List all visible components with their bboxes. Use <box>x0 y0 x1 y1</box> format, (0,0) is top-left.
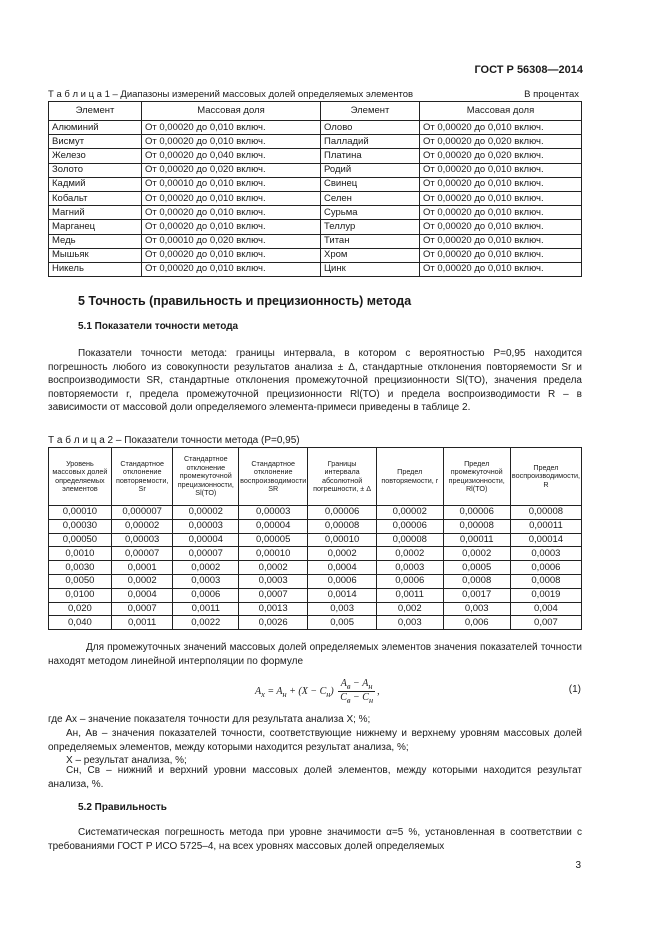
table2-header-cell: Предел повторяемости, r <box>376 448 443 506</box>
table2-cell: 0,00002 <box>376 506 443 520</box>
table2-row <box>49 519 582 533</box>
table2-cell: 0,0007 <box>111 602 173 616</box>
table2-cell: 0,0008 <box>443 574 510 588</box>
table1-row <box>49 121 582 135</box>
table1-cell: Медь <box>49 234 142 248</box>
table2-cell: 0,0002 <box>111 574 173 588</box>
table1-cell: От 0,00020 до 0,010 включ. <box>142 121 321 135</box>
table2-row <box>49 533 582 547</box>
table2-cell: 0,005 <box>308 616 377 630</box>
table2-cell: 0,0022 <box>173 616 239 630</box>
table2-cell: 0,0004 <box>111 588 173 602</box>
table2-caption: Т а б л и ц а 2 – Показатели точности метода (P=0,95) <box>48 435 300 446</box>
table2-cell: 0,0005 <box>443 561 510 575</box>
where-line-1: где Ax – значение показателя точности для результата анализа X; %; <box>48 714 371 725</box>
table1-cell: Свинец <box>321 177 420 191</box>
table1-cell: Титан <box>321 234 420 248</box>
table1-cell: От 0,00020 до 0,010 включ. <box>420 121 582 135</box>
table2-cell: 0,00030 <box>49 519 112 533</box>
table2-cell: 0,003 <box>376 616 443 630</box>
table1-row <box>49 191 582 205</box>
table2-cell: 0,0014 <box>308 588 377 602</box>
table1-cell: От 0,00020 до 0,010 включ. <box>420 163 582 177</box>
table2-cell: 0,0006 <box>510 561 581 575</box>
table1-cell: От 0,00020 до 0,010 включ. <box>420 262 582 276</box>
table2-cell: 0,000007 <box>111 506 173 520</box>
table2-cell: 0,00007 <box>173 547 239 561</box>
formula-fraction: $\frac{A_в - A_н}{C_в - C_н}$ <box>340 678 374 705</box>
table1-cell: От 0,00020 до 0,010 включ. <box>420 177 582 191</box>
standard-number: ГОСТ Р 56308—2014 <box>474 64 583 76</box>
table2-cell: 0,0013 <box>239 602 308 616</box>
table1-cell: Магний <box>49 206 142 220</box>
table1-cell: Висмут <box>49 135 142 149</box>
table2-cell: 0,00008 <box>308 519 377 533</box>
table2-cell: 0,003 <box>443 602 510 616</box>
table1-cell: Хром <box>321 248 420 262</box>
table1-row <box>49 135 582 149</box>
table2-cell: 0,00014 <box>510 533 581 547</box>
table1-cell: Олово <box>321 121 420 135</box>
table1-cell: От 0,00020 до 0,010 включ. <box>420 220 582 234</box>
table2-header-cell: Предел промежуточной прецизионности, Rl(TO) <box>443 448 510 506</box>
table1-cell: Кобальт <box>49 191 142 205</box>
table2-cell: 0,0006 <box>308 574 377 588</box>
table2-cell: 0,00007 <box>111 547 173 561</box>
table2-cell: 0,00003 <box>173 519 239 533</box>
table2-header-row <box>49 448 582 506</box>
table1-header-row <box>49 102 582 121</box>
table1-cell: От 0,00020 до 0,010 включ. <box>142 206 321 220</box>
table1-cell: От 0,00020 до 0,020 включ. <box>420 149 582 163</box>
where-line-3: X – результат анализа, %; <box>66 755 187 766</box>
table2-row <box>49 574 582 588</box>
table1-cell: От 0,00020 до 0,020 включ. <box>420 135 582 149</box>
table1-cell: Цинк <box>321 262 420 276</box>
table2-cell: 0,020 <box>49 602 112 616</box>
table1-cell: Теллур <box>321 220 420 234</box>
table2-cell: 0,00005 <box>239 533 308 547</box>
section5-title: 5 Точность (правильность и прецизионность) метода <box>78 294 412 308</box>
table2-cell: 0,0002 <box>443 547 510 561</box>
table2-cell: 0,0002 <box>173 561 239 575</box>
table2-cell: 0,0006 <box>173 588 239 602</box>
table2-cell: 0,00010 <box>49 506 112 520</box>
table2-cell: 0,0003 <box>173 574 239 588</box>
table2-cell: 0,00006 <box>376 519 443 533</box>
table2-cell: 0,00010 <box>239 547 308 561</box>
table1-header-cell: Массовая доля <box>420 102 582 121</box>
table1-cell: От 0,00020 до 0,010 включ. <box>142 262 321 276</box>
table2-header-cell: Уровень массовых долей определяемых элементов <box>49 448 112 506</box>
table1-cell: От 0,00020 до 0,010 включ. <box>420 234 582 248</box>
table2-cell: 0,00003 <box>239 506 308 520</box>
table1-row <box>49 234 582 248</box>
table1-header-cell: Элемент <box>321 102 420 121</box>
table2-cell: 0,0030 <box>49 561 112 575</box>
table1-cell: От 0,00020 до 0,010 включ. <box>142 191 321 205</box>
table2-cell: 0,0010 <box>49 547 112 561</box>
interpolation-formula: $A_x = A_н + (X - C_н)$ $\frac{A_в - A_н}{C_в - C_н}$ , <box>255 678 380 705</box>
section51-paragraph: Показатели точности метода: границы интервала, в котором с вероятностью P=0,95 находится погрешность любого из совокупности результатов анализа ± Δ, стандартные отклонения повторяемости Sr и воспроизводимости SR, стандартные отклонения промежуточной прецизионности Sl(TO), значения предела повторяемости r, предела промежуточной прецизионности Rl(TO) и предела воспроизводимости R – в зависимости от массовой доли определяемого элемента-примеси приведены в таблице 2. <box>48 348 582 414</box>
table1-cell: Платина <box>321 149 420 163</box>
table2-cell: 0,00050 <box>49 533 112 547</box>
table2-cell: 0,0001 <box>111 561 173 575</box>
table1-cell: Мышьяк <box>49 248 142 262</box>
table2-cell: 0,0004 <box>308 561 377 575</box>
table2-cell: 0,0002 <box>239 561 308 575</box>
table2-cell: 0,0011 <box>173 602 239 616</box>
table2-cell: 0,007 <box>510 616 581 630</box>
table2-header-cell: Стандартное отклонение повторяемости, Sr <box>111 448 173 506</box>
table2-cell: 0,0007 <box>239 588 308 602</box>
table1-row <box>49 177 582 191</box>
table1-cell: От 0,00020 до 0,040 включ. <box>142 149 321 163</box>
table1-cell: Марганец <box>49 220 142 234</box>
table2-row <box>49 506 582 520</box>
table2-cell: 0,00003 <box>111 533 173 547</box>
table2-cell: 0,004 <box>510 602 581 616</box>
table2-header-cell: Стандартное отклонение промежуточной прецизионности, Sl(TO) <box>173 448 239 506</box>
section52-title: 5.2 Правильность <box>78 802 167 813</box>
table1-cell: От 0,00020 до 0,010 включ. <box>142 135 321 149</box>
table2-header-cell: Границы интервала абсолютной погрешности, ± Δ <box>308 448 377 506</box>
where-line-4: Cн, Cв – нижний и верхний уровни массовых долей элементов, между которыми находится результат анализа, %. <box>48 765 582 790</box>
table2-row <box>49 588 582 602</box>
table1-cell: От 0,00010 до 0,010 включ. <box>142 177 321 191</box>
table2-cell: 0,0100 <box>49 588 112 602</box>
table2-cell: 0,00004 <box>173 533 239 547</box>
page-number: 3 <box>575 860 581 871</box>
table1-row <box>49 248 582 262</box>
table1-cell: От 0,00020 до 0,010 включ. <box>420 191 582 205</box>
table1-cell: От 0,00010 до 0,020 включ. <box>142 234 321 248</box>
table2-cell: 0,0003 <box>510 547 581 561</box>
table2-cell: 0,0019 <box>510 588 581 602</box>
section52-paragraph: Систематическая погрешность метода при уровне значимости α=5 %, установленная в соответствии с требованиями ГОСТ Р ИСО 5725–4, на всех уровнях массовых долей определяемых <box>48 827 582 852</box>
table2-cell: 0,0006 <box>376 574 443 588</box>
table2-cell: 0,0050 <box>49 574 112 588</box>
table1-row <box>49 163 582 177</box>
table2-cell: 0,0002 <box>376 547 443 561</box>
table1-cell: От 0,00020 до 0,010 включ. <box>420 206 582 220</box>
where-line-2: Aн, Aв – значения показателей точности, соответствующие нижнему и верхнему уровням массовых долей определяемых элементов, между которыми находится результат анализа, %; <box>48 728 582 753</box>
table2-row <box>49 547 582 561</box>
table1-cell: От 0,00020 до 0,010 включ. <box>142 220 321 234</box>
table1 <box>48 101 582 277</box>
table1-header-cell: Элемент <box>49 102 142 121</box>
table1-cell: Селен <box>321 191 420 205</box>
table1-cell: От 0,00020 до 0,010 включ. <box>142 248 321 262</box>
table1-cell: Палладий <box>321 135 420 149</box>
table1-row <box>49 262 582 276</box>
table2-header-cell: Стандартное отклонение воспроизводимости SR <box>239 448 308 506</box>
table2-cell: 0,0017 <box>443 588 510 602</box>
table1-unit: В процентах <box>524 89 579 100</box>
table2-cell: 0,00008 <box>376 533 443 547</box>
table1-cell: Родий <box>321 163 420 177</box>
table2-row <box>49 616 582 630</box>
table1-cell: Кадмий <box>49 177 142 191</box>
table1-cell: Алюминий <box>49 121 142 135</box>
table1-cell: Никель <box>49 262 142 276</box>
table1-row <box>49 206 582 220</box>
table2-cell: 0,0003 <box>239 574 308 588</box>
table1-caption: Т а б л и ц а 1 – Диапазоны измерений массовых долей определяемых элементов <box>48 89 414 100</box>
table2-cell: 0,00010 <box>308 533 377 547</box>
formula-number: (1) <box>568 684 581 695</box>
section51-title: 5.1 Показатели точности метода <box>78 321 239 332</box>
table1-cell: От 0,00020 до 0,020 включ. <box>142 163 321 177</box>
table2-cell: 0,0008 <box>510 574 581 588</box>
table1-row <box>49 149 582 163</box>
table2-cell: 0,00002 <box>173 506 239 520</box>
table2-cell: 0,040 <box>49 616 112 630</box>
table2-header-cell: Предел воспроизводимости, R <box>510 448 581 506</box>
table2-cell: 0,003 <box>308 602 377 616</box>
table2-cell: 0,0002 <box>308 547 377 561</box>
table2-cell: 0,00008 <box>510 506 581 520</box>
table2-cell: 0,00006 <box>443 506 510 520</box>
table2-cell: 0,0011 <box>111 616 173 630</box>
table1-cell: Сурьма <box>321 206 420 220</box>
table2-cell: 0,00011 <box>443 533 510 547</box>
table1-cell: Золото <box>49 163 142 177</box>
table1-row <box>49 220 582 234</box>
table2-cell: 0,002 <box>376 602 443 616</box>
table2-row <box>49 602 582 616</box>
table2-cell: 0,0026 <box>239 616 308 630</box>
table2-cell: 0,00006 <box>308 506 377 520</box>
table1-cell: Железо <box>49 149 142 163</box>
table2-cell: 0,0003 <box>376 561 443 575</box>
table2-cell: 0,0011 <box>376 588 443 602</box>
table2-cell: 0,006 <box>443 616 510 630</box>
table1-header-cell: Массовая доля <box>142 102 321 121</box>
table2-row <box>49 561 582 575</box>
table2-cell: 0,00008 <box>443 519 510 533</box>
table2 <box>48 447 582 630</box>
table1-cell: От 0,00020 до 0,010 включ. <box>420 248 582 262</box>
table2-cell: 0,00011 <box>510 519 581 533</box>
table2-cell: 0,00004 <box>239 519 308 533</box>
table2-cell: 0,00002 <box>111 519 173 533</box>
interpolation-paragraph: Для промежуточных значений массовых долей определяемых элементов значения показателей точности находят методом линейной интерполяции по формуле <box>48 642 582 667</box>
